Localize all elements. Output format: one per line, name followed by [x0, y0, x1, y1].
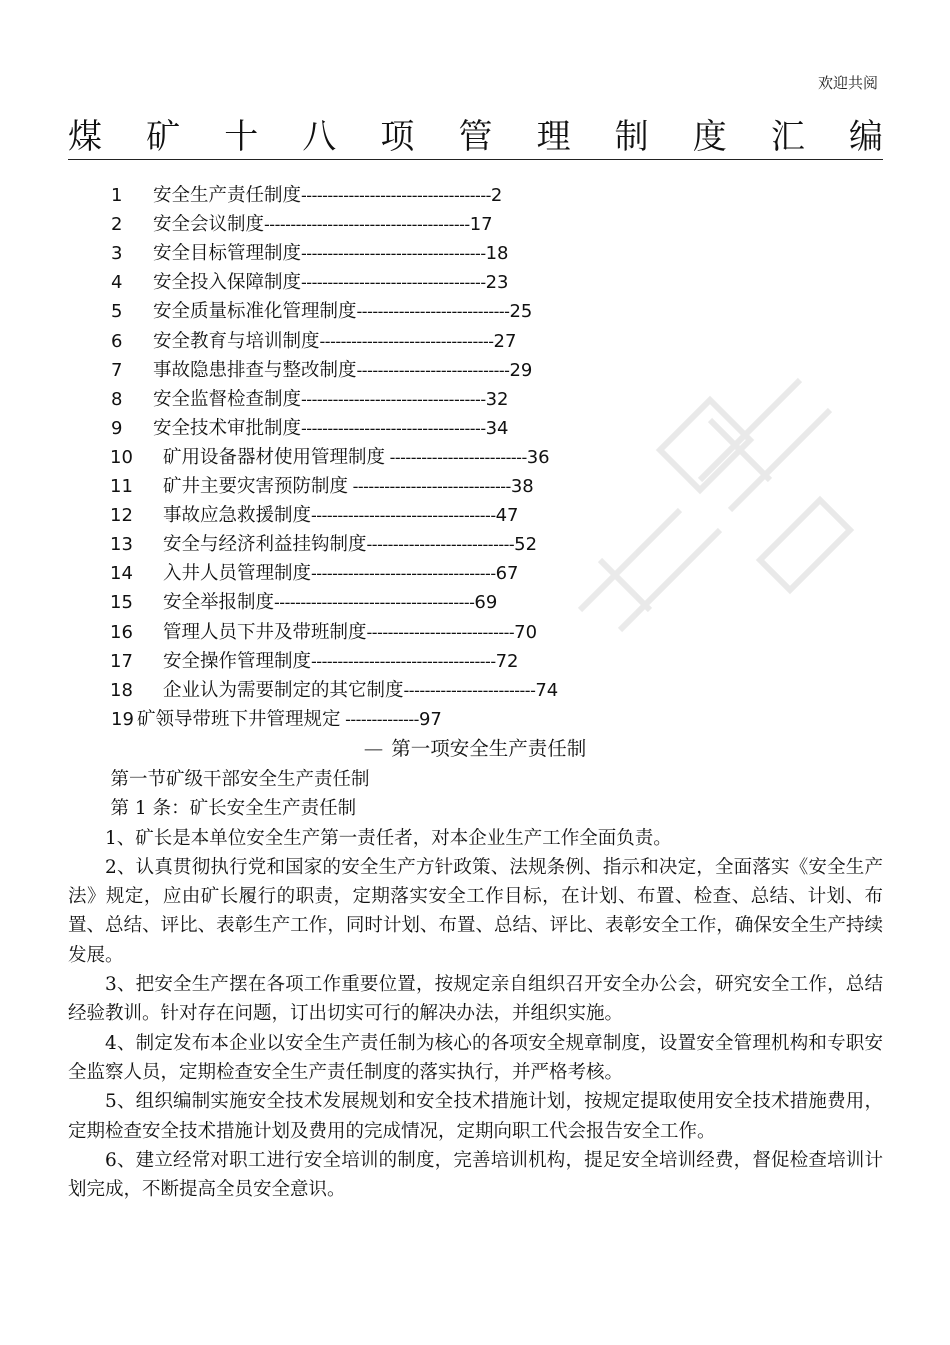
toc-item-leader: ----------------------------------- — [311, 564, 496, 584]
toc-item-leader: ----------------------------------- — [311, 506, 496, 526]
toc-item-label: 安全投入保障制度 — [153, 272, 302, 294]
toc-item[interactable] — [0, 385, 950, 414]
toc-item-label: 安全目标管理制度 — [153, 243, 302, 265]
section-heading: 第一节矿级干部安全生产责任制 — [110, 769, 370, 790]
toc-item-label: 安全与经济利益挂钩制度 — [163, 534, 367, 556]
toc-item-leader: --------------------------------------- — [264, 215, 470, 235]
toc-item-page: 74 — [535, 679, 559, 701]
paragraph: 3、把安全生产摆在各项工作重要位置，按规定亲自组织召开安全办公会，研究安全工作，总结经验教训。针对存在问题，订出切实可行的解决办法，并组织实施。 — [68, 974, 883, 1025]
toc-item-page: 25 — [509, 301, 533, 323]
toc-item-number: 19 — [111, 708, 134, 730]
title-char: 汇 — [770, 117, 805, 157]
toc-item-leader: ----------------------------- — [356, 360, 510, 380]
paragraph: 1、矿长是本单位安全生产第一责任者，对本企业生产工作全面负责。 — [105, 827, 672, 849]
toc-item-page: 29 — [509, 359, 533, 381]
title-char: 十 — [224, 117, 259, 157]
toc-item-page: 69 — [474, 592, 498, 614]
toc-item-number: 17 — [110, 650, 133, 672]
toc-item-number: 13 — [110, 534, 133, 556]
toc-item[interactable] — [0, 210, 950, 239]
toc-item-leader: ----------------------------------- — [301, 418, 486, 438]
toc-item-number: 8 — [111, 388, 123, 410]
toc-item-page: 34 — [485, 417, 509, 439]
toc-item[interactable] — [0, 356, 950, 385]
toc-item[interactable] — [0, 676, 950, 705]
toc-item[interactable] — [0, 472, 950, 501]
title-underline — [68, 159, 883, 160]
toc-item[interactable] — [0, 297, 950, 326]
toc-item-page: 52 — [514, 534, 538, 556]
title-char: 编 — [848, 117, 883, 157]
toc-item[interactable] — [0, 181, 950, 210]
toc-item-label: 矿井主要灾害预防制度 — [163, 476, 349, 497]
toc-item[interactable] — [0, 239, 950, 268]
toc-item[interactable] — [0, 443, 950, 472]
toc-item-label: 矿领导带班下井管理规定 — [137, 708, 341, 730]
title-char: 度 — [692, 117, 727, 157]
paragraph: 6、建立经常对职工进行安全培训的制度，完善培训机构，提足安全培训经费，督促检查培训计划完成，不断提高全员安全意识。 — [68, 1149, 883, 1201]
toc-item-leader: ------------------------------------ — [301, 186, 491, 205]
section-title-text: 第一项安全生产责任制 — [391, 737, 587, 760]
title-char: 八 — [302, 117, 337, 157]
toc-item-number: 16 — [110, 621, 133, 643]
toc-item-page: 32 — [485, 388, 509, 410]
toc-item[interactable] — [0, 268, 950, 297]
toc-item[interactable] — [0, 501, 950, 530]
title-char: 矿 — [146, 117, 181, 157]
toc-item-page: 27 — [493, 330, 517, 352]
toc-item-page: 67 — [495, 563, 519, 585]
toc-item-label: 入井人员管理制度 — [163, 563, 312, 585]
toc-item-label: 安全举报制度 — [163, 592, 275, 614]
toc-item-label: 安全生产责任制度 — [153, 185, 302, 206]
paragraph: 5、组织编制实施安全技术发展规划和安全技术措施计划，按规定提取使用安全技术措施费用，定期检查安全技术措施计划及费用的完成情况，定期向职工代会报告安全工作。 — [68, 1091, 883, 1142]
title-char: 制 — [614, 117, 649, 157]
toc-item-page: 47 — [495, 505, 519, 527]
toc-item[interactable] — [0, 559, 950, 588]
section-title-prefix: — — [363, 737, 384, 760]
article-heading: 第 1 条：矿长安全生产责任制 — [110, 798, 357, 820]
toc-item-leader: ------------------------- — [403, 680, 536, 700]
title-char: 项 — [380, 117, 415, 157]
toc-item-label: 事故隐患排查与整改制度 — [153, 359, 357, 381]
toc-item-leader: ------------------------------ — [348, 477, 511, 496]
header-note: 欢迎共阅 — [817, 74, 878, 92]
toc-item-page: 97 — [418, 708, 442, 730]
toc-item-number: 6 — [111, 330, 123, 352]
toc-item-leader: ----------------------------------- — [301, 389, 486, 409]
toc-item-leader: ---------------------------- — [366, 622, 515, 642]
toc-item-leader: ----------------------------- — [356, 302, 510, 322]
toc-item-label: 安全质量标准化管理制度 — [153, 301, 357, 323]
toc-item-leader: --------------------------------- — [319, 331, 494, 351]
toc-item-page: 72 — [495, 650, 519, 672]
toc-item-page: 17 — [469, 214, 493, 236]
section-title — [0, 733, 950, 761]
toc-item-number: 3 — [111, 243, 123, 265]
toc-item-number: 11 — [110, 476, 133, 497]
toc-item-number: 7 — [111, 359, 123, 381]
toc-item-number: 2 — [111, 214, 123, 236]
document-body — [68, 765, 883, 1204]
toc-item-label: 管理人员下井及带班制度 — [163, 621, 367, 643]
toc-item-number: 15 — [110, 592, 133, 614]
toc-item-number: 18 — [110, 679, 133, 701]
toc-item-page: 2 — [490, 185, 503, 206]
toc-item-label: 企业认为需要制定的其它制度 — [163, 679, 404, 701]
toc-item[interactable] — [0, 327, 950, 356]
toc-item-page: 38 — [510, 476, 534, 497]
toc-item-label: 矿用设备器材使用管理制度 — [163, 446, 386, 468]
toc-item-number: 10 — [110, 446, 133, 468]
toc-item-number: 14 — [110, 563, 133, 585]
toc-item-leader: ----------------------------------- — [311, 651, 496, 671]
paragraph: 2、认真贯彻执行党和国家的安全生产方针政策、法规条例、指示和决定，全面落实《安全生产法》规定，应由矿长履行的职责，定期落实安全工作目标，在计划、布置、检查、总结、计划、布置、总结、评比、表彰生产工作，同时计划、布置、总结、评比、表彰安全工作，确保安全生产持续发展。 — [68, 856, 883, 966]
toc-item-number: 9 — [111, 417, 123, 439]
toc-item-number: 12 — [110, 505, 133, 527]
toc-item-leader: ---------------------------- — [366, 535, 515, 555]
toc-item[interactable] — [0, 647, 950, 676]
toc-item-number: 5 — [111, 301, 123, 323]
toc-item-label: 安全教育与培训制度 — [153, 330, 320, 352]
toc-item-label: 事故应急救援制度 — [163, 505, 312, 527]
title-char: 理 — [536, 117, 571, 157]
paragraph: 4、制定发布本企业以安全生产责任制为核心的各项安全规章制度，设置安全管理机构和专职安全监察人员，定期检查安全生产责任制度的落实执行，并严格考核。 — [68, 1032, 883, 1083]
toc-item-page: 70 — [514, 621, 538, 643]
toc-item-leader: ----------------------------------- — [301, 244, 486, 264]
toc-item[interactable] — [0, 530, 950, 559]
toc-item-page: 23 — [485, 272, 509, 294]
toc-item-label: 安全会议制度 — [153, 214, 265, 236]
document-title — [68, 113, 883, 161]
toc-item[interactable] — [0, 618, 950, 647]
toc-item-label: 安全技术审批制度 — [153, 417, 302, 439]
toc-item[interactable] — [0, 588, 950, 617]
toc-item-number: 1 — [111, 185, 123, 206]
toc-item-label: 安全操作管理制度 — [163, 650, 312, 672]
toc-item-number: 4 — [111, 272, 123, 294]
toc-item[interactable] — [0, 705, 950, 734]
toc-item-leader: -------------------------- — [385, 447, 527, 467]
title-char: 煤 — [68, 117, 102, 157]
toc-item-label: 安全监督检查制度 — [153, 388, 302, 410]
toc-item-page: 18 — [485, 243, 509, 265]
toc-item[interactable] — [0, 414, 950, 443]
toc-item-leader: ----------------------------------- — [301, 273, 486, 293]
title-char: 管 — [458, 117, 493, 157]
toc-item-leader: -------------- — [340, 709, 419, 729]
toc-item-leader: -------------------------------------- — [274, 593, 475, 613]
toc-item-page: 36 — [526, 446, 550, 468]
